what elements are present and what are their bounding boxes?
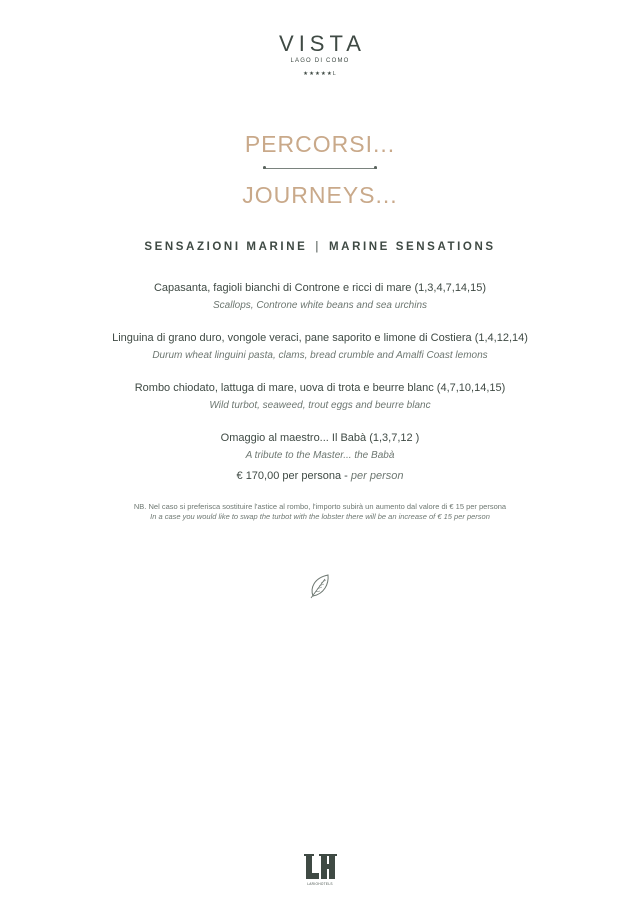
substitution-note bbox=[0, 502, 640, 522]
logo-subtitle: LAGO DI COMO bbox=[290, 58, 350, 64]
section-separator: | bbox=[315, 241, 321, 253]
leaf-icon bbox=[308, 572, 332, 600]
title-divider bbox=[263, 164, 377, 173]
dish-item bbox=[0, 381, 640, 413]
logo-stars: ★★★★★L bbox=[303, 71, 337, 77]
dish-name-en: Durum wheat linguini pasta, clams, bread crumble and Amalfi Coast lemons bbox=[152, 350, 488, 361]
title-italian: PERCORSI... bbox=[244, 131, 396, 157]
vista-logo bbox=[0, 32, 640, 77]
menu-price bbox=[0, 470, 640, 482]
section-heading-en: MARINE SENSATIONS bbox=[328, 241, 496, 253]
price-en: per person bbox=[350, 470, 404, 482]
dish-list bbox=[0, 281, 640, 481]
price-it: € 170,00 per persona - bbox=[236, 470, 348, 482]
dish-name-it: Linguina di grano duro, vongole veraci, pane saporito e limone di Costiera (1,4,12,14) bbox=[112, 332, 528, 344]
dish-name-en: Scallops, Controne white beans and sea urchins bbox=[212, 300, 428, 311]
dish-name-it: Rombo chiodato, lattuga di mare, uova di trota e beurre blanc (4,7,10,14,15) bbox=[134, 382, 506, 394]
note-en: In a case you would like to swap the turbot with the lobster there will be an increase of € 15 per person bbox=[150, 512, 490, 521]
section-heading-it: SENSAZIONI MARINE bbox=[144, 241, 308, 253]
logo-name: VISTA bbox=[279, 31, 366, 56]
section-heading bbox=[0, 241, 640, 253]
dish-item bbox=[0, 431, 640, 463]
note-it: NB. Nel caso si preferisca sostituire l'astice al rombo, l'importo subirà un aumento dal valore di € 15 per persona bbox=[133, 502, 507, 511]
footer-logo-subtext: LARIOHOTELS bbox=[307, 882, 333, 886]
dish-item bbox=[0, 281, 640, 313]
dish-name-it: Omaggio al maestro... Il Babà (1,3,7,12 ) bbox=[220, 432, 420, 444]
dish-name-en: A tribute to the Master... the Babà bbox=[245, 450, 395, 461]
dish-name-it: Capasanta, fagioli bianchi di Controne e ricci di mare (1,3,4,7,14,15) bbox=[153, 282, 487, 294]
lh-hotels-logo bbox=[303, 853, 337, 887]
menu-title bbox=[0, 130, 640, 209]
title-english: JOURNEYS... bbox=[242, 182, 398, 208]
dish-item bbox=[0, 331, 640, 363]
dish-name-en: Wild turbot, seaweed, trout eggs and beurre blanc bbox=[209, 400, 431, 411]
